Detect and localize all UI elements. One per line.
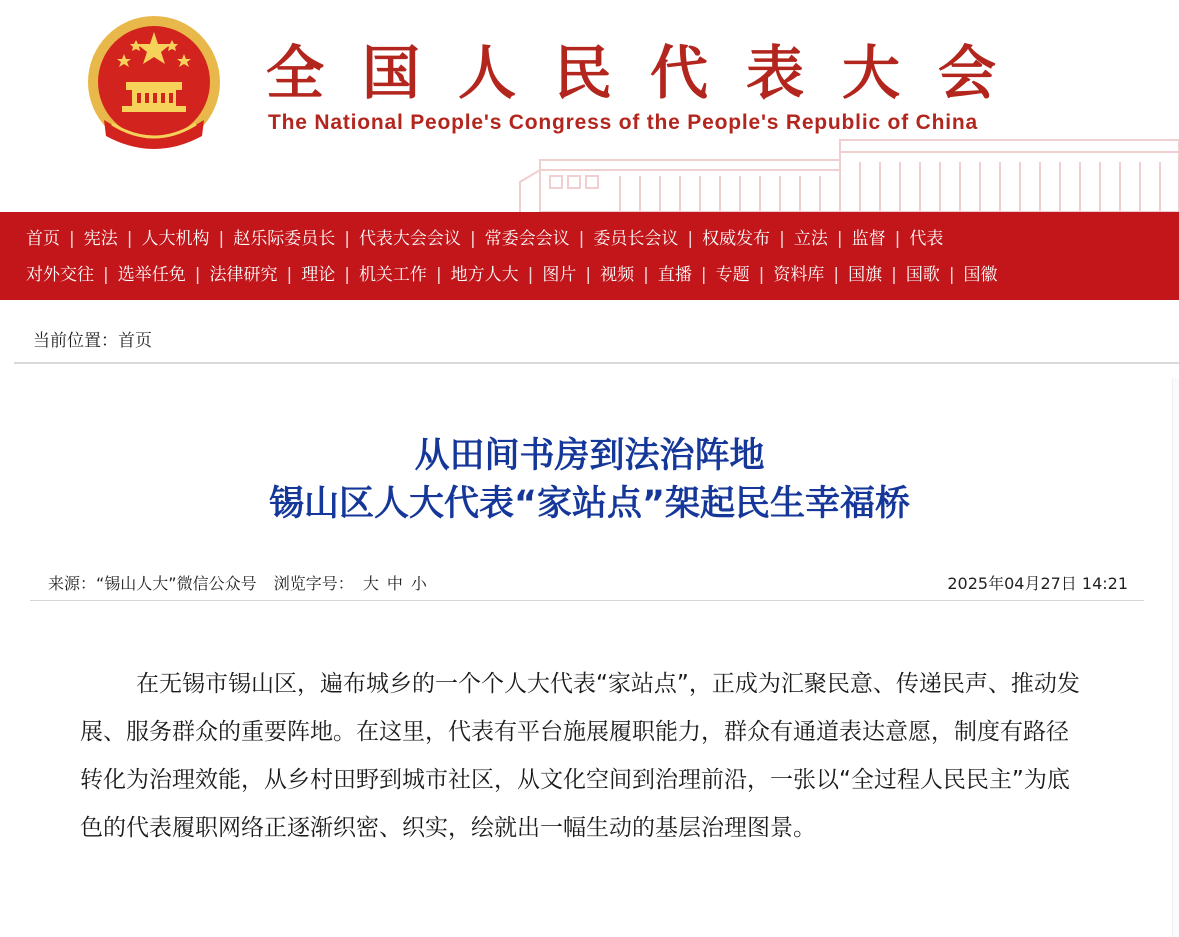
nav-separator: |: [469, 229, 476, 249]
nav-separator: |: [344, 229, 350, 249]
site-header: [0, 0, 1179, 212]
nav-link-secondary-7[interactable]: 视频: [600, 265, 635, 285]
nav-link-primary-7[interactable]: 权威发布: [702, 229, 771, 249]
page-edge-shadow: [1172, 378, 1179, 937]
nav-link-secondary-10[interactable]: 资料库: [773, 265, 825, 285]
article-meta: [48, 571, 1128, 595]
nav-link-secondary-2[interactable]: 法律研究: [209, 265, 278, 285]
nav-separator: |: [836, 229, 843, 249]
nav-separator: |: [194, 265, 201, 285]
nav-separator: |: [527, 265, 534, 285]
breadcrumb-divider: [14, 362, 1179, 364]
nav-link-primary-0[interactable]: 首页: [26, 229, 60, 249]
nav-link-secondary-3[interactable]: 理论: [301, 265, 336, 285]
nav-separator: |: [218, 229, 225, 249]
nav-separator: |: [69, 229, 75, 249]
nav-separator: |: [585, 265, 592, 285]
main-nav: [0, 212, 1179, 300]
nav-link-secondary-9[interactable]: 专题: [715, 265, 750, 285]
font-size-label: 浏览字号：: [273, 574, 354, 593]
nav-link-primary-8[interactable]: 立法: [793, 229, 828, 249]
nav-link-primary-4[interactable]: 代表大会会议: [358, 229, 461, 249]
nav-separator: |: [758, 265, 765, 285]
nav-separator: |: [435, 265, 442, 285]
nav-separator: |: [344, 265, 350, 285]
nav-link-primary-10[interactable]: 代表: [909, 229, 944, 249]
article-title: [0, 432, 1179, 528]
nav-separator: |: [286, 265, 293, 285]
nav-row-secondary: [26, 265, 998, 285]
nav-separator: |: [643, 265, 649, 285]
site-title-en: The National People's Congress of the People's Republic of China: [268, 111, 978, 134]
nav-link-secondary-1[interactable]: 选举任免: [117, 265, 186, 285]
font-size-small-button[interactable]: 小: [410, 574, 427, 593]
nav-separator: |: [833, 265, 840, 285]
nav-link-secondary-11[interactable]: 国旗: [848, 265, 883, 285]
nav-separator: |: [891, 265, 897, 285]
nav-row-primary: [26, 229, 943, 249]
nav-link-primary-6[interactable]: 委员长会议: [593, 229, 679, 249]
source-label: 来源：: [48, 574, 97, 593]
breadcrumb: [33, 326, 152, 351]
breadcrumb-home-link[interactable]: 首页: [118, 331, 152, 351]
nav-link-primary-5[interactable]: 常委会会议: [484, 229, 570, 249]
nav-link-secondary-5[interactable]: 地方人大: [450, 265, 519, 285]
nav-link-secondary-0[interactable]: 对外交往: [26, 265, 94, 285]
nav-link-secondary-13[interactable]: 国徽: [963, 265, 998, 285]
nav-link-secondary-8[interactable]: 直播: [657, 265, 692, 285]
nav-separator: |: [126, 229, 133, 249]
great-hall-building-icon: [500, 130, 1179, 212]
source-value: “锡山人大”微信公众号: [96, 574, 257, 593]
nav-separator: |: [948, 265, 955, 285]
article-paragraph: 在无锡市锡山区，遍布城乡的一个个人大代表“家站点”，正成为汇聚民意、传递民声、推动发展、服务群众的重要阵地。在这里，代表有平台施展履职能力，群众有通道表达意愿，制度有路径转化为治理效能，从乡村田野到城市社区，从文化空间到治理前沿，一张以“全过程人民民主”为底色的代表履职网络正逐渐织密、织实，绘就出一幅生动的基层治理图景。: [80, 671, 1080, 841]
meta-divider: [30, 600, 1144, 601]
article-body: [80, 660, 1080, 852]
nav-link-primary-9[interactable]: 监督: [851, 229, 886, 249]
nav-separator: |: [578, 229, 585, 249]
nav-separator: |: [779, 229, 785, 249]
nav-link-primary-1[interactable]: 宪法: [83, 229, 118, 249]
publish-date: 2025年04月27日 14:21: [947, 574, 1128, 593]
article-title-line-1: 从田间书房到法治阵地: [414, 436, 765, 476]
nav-separator: |: [687, 229, 694, 249]
font-size-medium-button[interactable]: 中: [386, 574, 403, 593]
nav-link-primary-3[interactable]: 赵乐际委员长: [233, 229, 336, 249]
site-title-cn[interactable]: 全国人民代表大会: [266, 39, 1035, 107]
nav-separator: |: [894, 229, 901, 249]
nav-link-primary-2[interactable]: 人大机构: [141, 229, 210, 249]
font-size-large-button[interactable]: 大: [362, 574, 379, 593]
nav-link-secondary-12[interactable]: 国歌: [905, 265, 940, 285]
nav-separator: |: [700, 265, 707, 285]
article-title-line-2: 锡山区人大代表“家站点”架起民生幸福桥: [268, 484, 910, 524]
breadcrumb-label: 当前位置：: [33, 331, 118, 351]
nav-separator: |: [103, 265, 109, 285]
nav-link-secondary-4[interactable]: 机关工作: [358, 265, 427, 285]
nav-link-secondary-6[interactable]: 图片: [542, 265, 577, 285]
national-emblem-icon[interactable]: [84, 12, 224, 158]
